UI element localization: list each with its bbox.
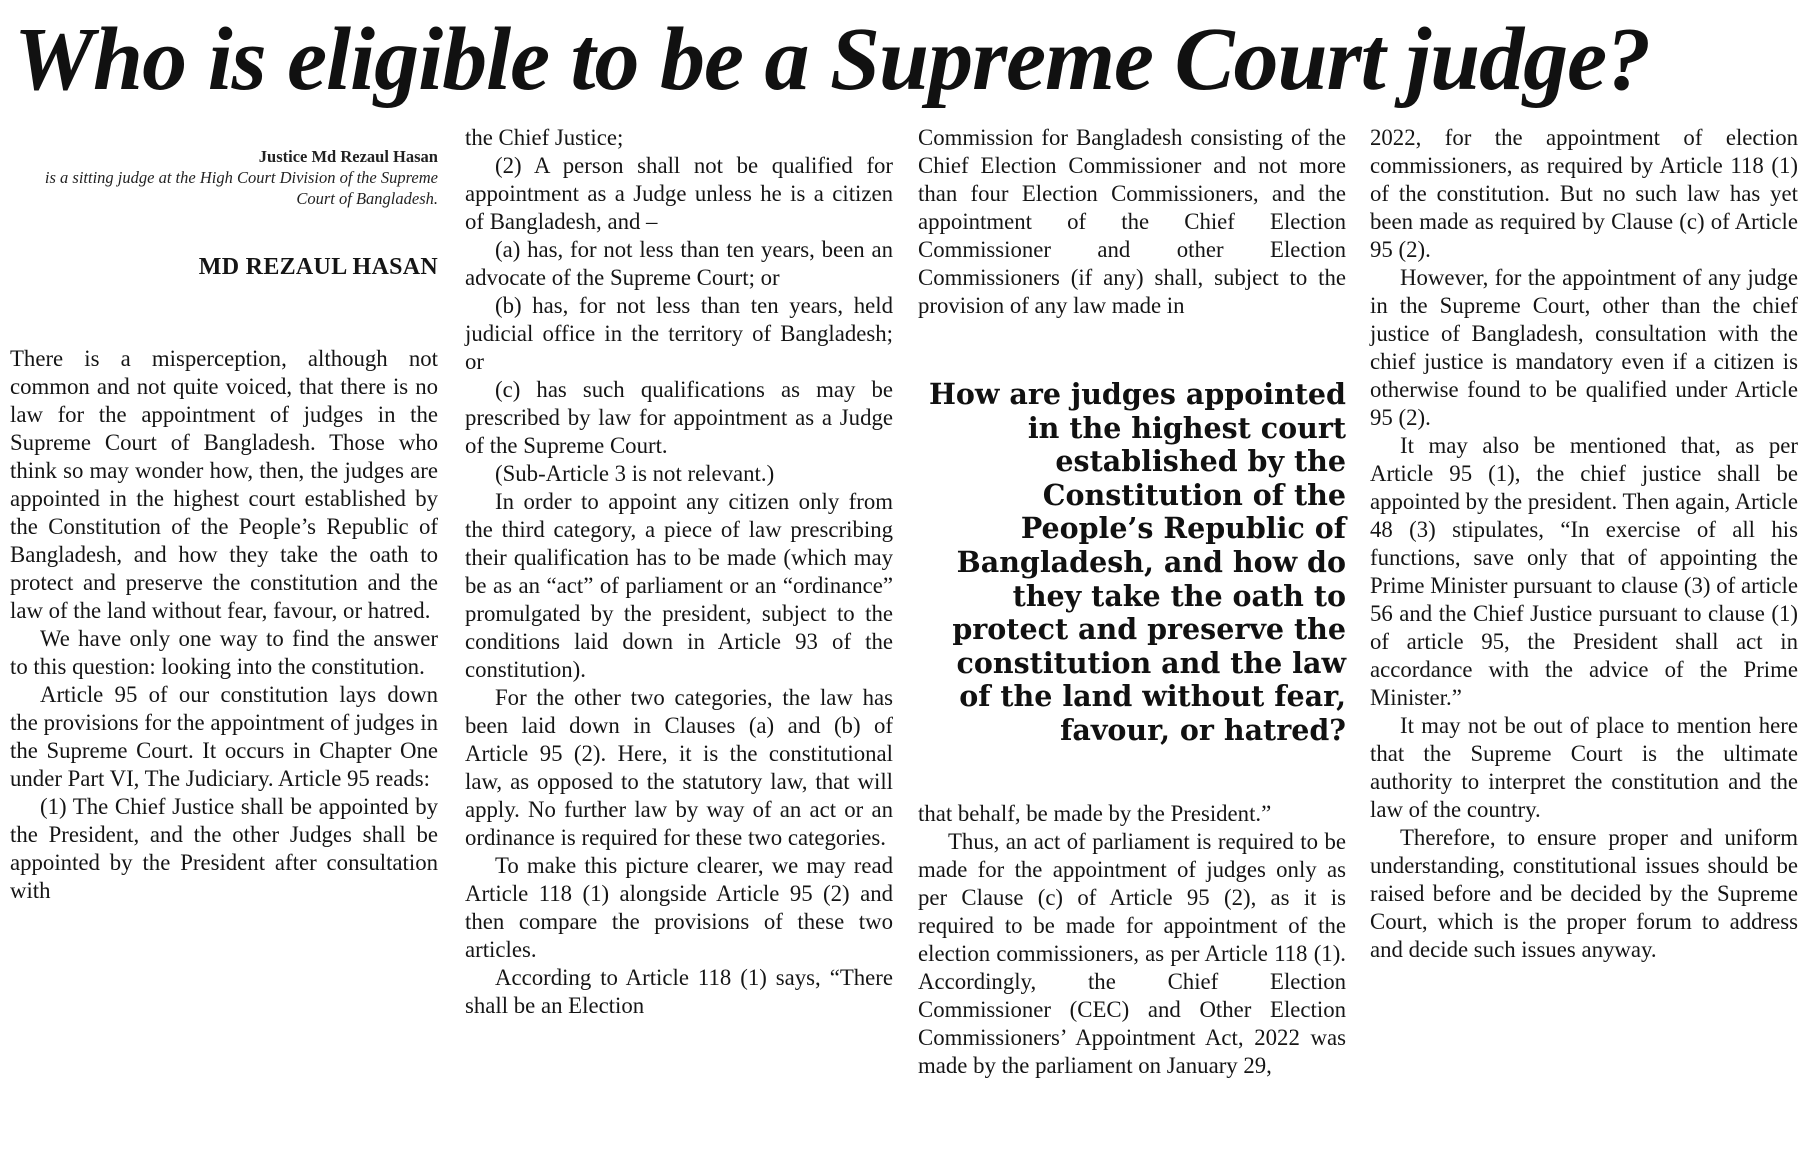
column-1: [10, 146, 438, 905]
paragraph: For the other two categories, the law has been laid down in Clauses (a) and (b) of Article 95 (2). Here, it is the constitutional law, as opposed to the statutory law, that will apply. No further law by way of an act or an ordinance is required for these two categories.: [465, 685, 893, 850]
paragraph: However, for the appointment of any judge in the Supreme Court, other than the chief justice of Bangladesh, consultation with the chief justice is mandatory even if a citizen is otherwise found to be qualified under Article 95 (2).: [1370, 265, 1798, 430]
paragraph: It may not be out of place to mention here that the Supreme Court is the ultimate authority to interpret the constitution and the law of the country.: [1370, 713, 1798, 822]
author-note-name: Justice Md Rezaul Hasan: [258, 147, 438, 166]
headline: Who is eligible to be a Supreme Court judge?: [14, 10, 1651, 109]
paragraph: (b) has, for not less than ten years, held judicial office in the territory of Bangladesh; or: [465, 293, 893, 374]
column-3: [918, 124, 1346, 1080]
paragraph: (1) The Chief Justice shall be appointed by the President, and the other Judges shall be appointed by the President after consultation with: [10, 794, 438, 903]
paragraph: Commission for Bangladesh consisting of the Chief Election Commissioner and not more than four Election Commissioners, and the appointment of the Chief Election Commissioner and other Election Commissioners (if any) shall, subject to the provision of any law made in: [918, 125, 1346, 318]
paragraph: According to Article 118 (1) says, “There shall be an Election: [465, 965, 893, 1018]
author-note: [10, 146, 438, 209]
paragraph: There is a misperception, although not common and not quite voiced, that there is no law for the appointment of judges in the Supreme Court of Bangladesh. Those who think so may wonder how, then, the judges are appointed in the highest court established by the Constitution of the People’s Republic of Bangladesh, and how they take the oath to protect and preserve the constitution and the law of the land without fear, favour, or hatred.: [10, 346, 438, 623]
paragraph: (a) has, for not less than ten years, been an advocate of the Supreme Court; or: [465, 237, 893, 290]
paragraph: Therefore, to ensure proper and uniform understanding, constitutional issues should be raised before and be decided by the Supreme Court, which is the proper forum to address and decide such issues anyway.: [1370, 825, 1798, 962]
column-4: [1370, 124, 1798, 964]
paragraph: 2022, for the appointment of election commissioners, as required by Article 118 (1) of the constitution. But no such law has yet been made as required by Clause (c) of Article 95 (2).: [1370, 125, 1798, 262]
paragraph: the Chief Justice;: [465, 125, 624, 150]
paragraph: (c) has such qualifications as may be prescribed by law for appointment as a Judge of the Supreme Court.: [465, 377, 893, 458]
paragraph: that behalf, be made by the President.”: [918, 800, 1272, 826]
paragraph: Article 95 of our constitution lays down the provisions for the appointment of judges in the Supreme Court. It occurs in Chapter One under Part VI, The Judiciary. Article 95 reads:: [10, 682, 438, 791]
paragraph: To make this picture clearer, we may read Article 118 (1) alongside Article 95 (2) and then compare the provisions of these two articles.: [465, 853, 893, 962]
pull-quote: How are judges appointed in the highest court established by the Constitution of the People’s Republic of Bangladesh, and how do they take the oath to protect and preserve the constitution and the law of the land without fear, favour, or hatred?: [928, 377, 1346, 747]
paragraph: It may also be mentioned that, as per Article 95 (1), the chief justice shall be appointed by the president. Then again, Article 48 (3) stipulates, “In exercise of all his functions, save only that of appointing the Prime Minister pursuant to clause (3) of article 56 and the Chief Justice pursuant to clause (1) of article 95, the President shall act in accordance with the advice of the Prime Minister.”: [1370, 433, 1798, 710]
column-2: [465, 124, 893, 1020]
author-note-bio: is a sitting judge at the High Court Division of the Supreme Court of Bangladesh.: [44, 168, 438, 208]
paragraph: We have only one way to find the answer to this question: looking into the constitution.: [10, 626, 438, 679]
paragraph: Thus, an act of parliament is required to be made for the appointment of judges only as per Clause (c) of Article 95 (2), as it is required to be made for appointment of the election commissioners, as per Article 118 (1). Accordingly, the Chief Election Commissioner (CEC) and Other Election Commissioners’ Appointment Act, 2022 was made by the parliament on January 29,: [918, 828, 1346, 1078]
byline: MD REZAUL HASAN: [198, 254, 438, 280]
paragraph: (Sub-Article 3 is not relevant.): [495, 461, 775, 486]
paragraph: In order to appoint any citizen only from the third category, a piece of law prescribing their qualification has to be made (which may be as an “act” of parliament or an “ordinance” promulgated by the president, subject to the conditions laid down in Article 93 of the constitution).: [465, 489, 893, 682]
paragraph: (2) A person shall not be qualified for appointment as a Judge unless he is a citizen of Bangladesh, and –: [465, 153, 893, 234]
